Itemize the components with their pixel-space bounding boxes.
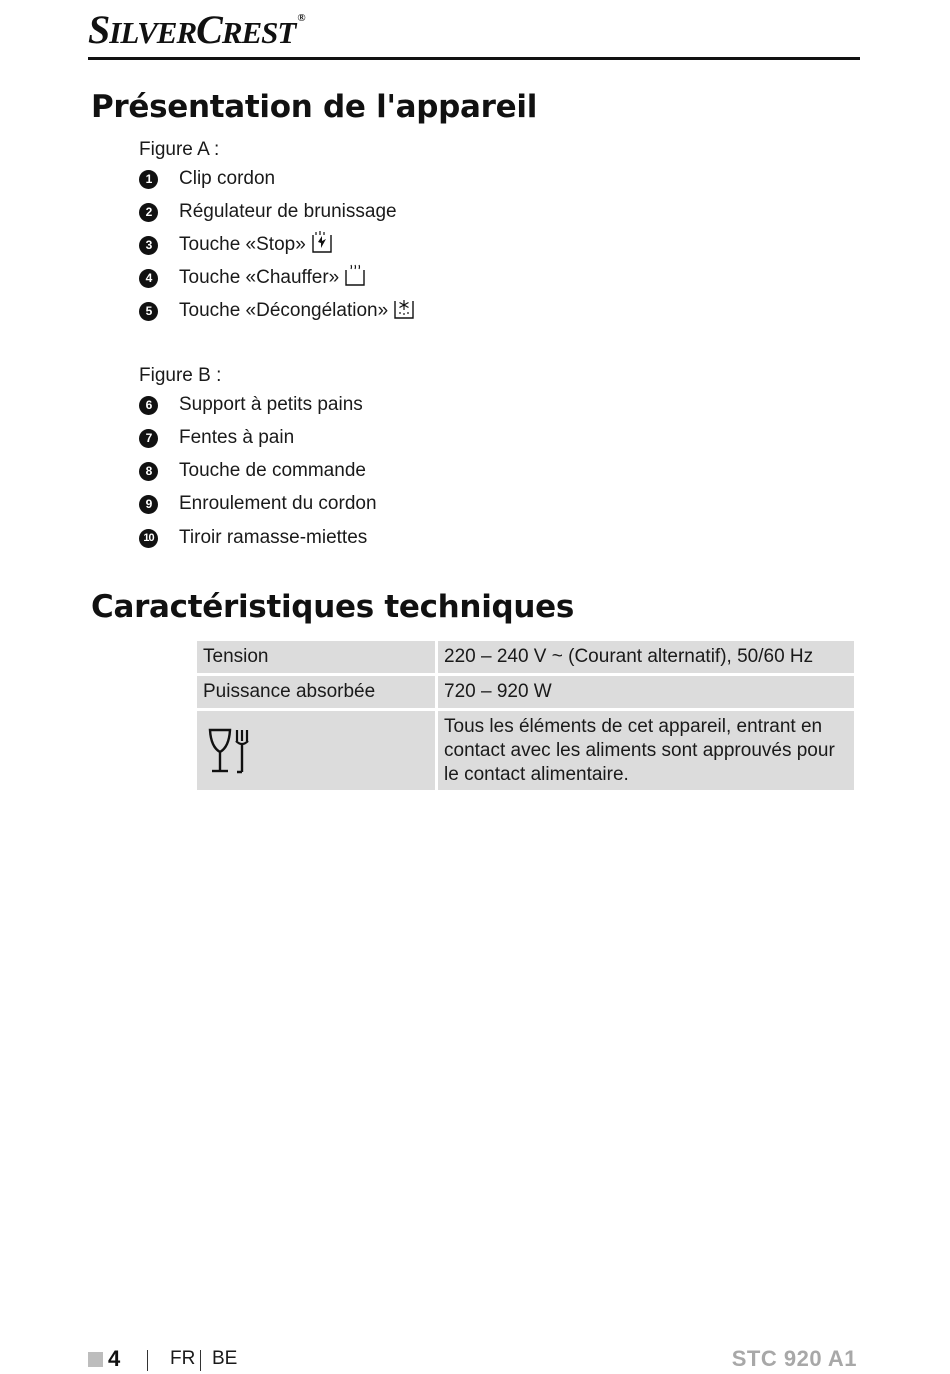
list-item [139, 458, 366, 484]
food-safe-icon [207, 727, 253, 775]
footer-separator [200, 1350, 201, 1371]
defrost-icon [393, 296, 415, 320]
spec-value: Tous les éléments de cet appareil, entrant en contact avec les aliments sont approuvés pour le contact alimentaire. [437, 710, 856, 792]
reheat-icon [344, 263, 366, 287]
spec-label: Puissance absorbée [196, 675, 437, 710]
footer-separator [147, 1350, 148, 1371]
spec-label: Tension [196, 640, 437, 675]
item-number: 8 [139, 462, 158, 481]
stop-icon [311, 230, 333, 254]
item-text: Touche «Stop» [179, 234, 306, 255]
table-row [196, 710, 856, 792]
page-marker [88, 1352, 103, 1367]
item-number: 5 [139, 302, 158, 321]
list-item [139, 166, 275, 192]
spec-icon-cell [196, 710, 437, 792]
list-item [139, 392, 363, 418]
spec-value: 720 – 920 W [437, 675, 856, 710]
item-text: Clip cordon [179, 168, 276, 189]
item-number: 10 [139, 529, 158, 548]
page-number: 4 [108, 1346, 121, 1371]
specs-table [194, 638, 857, 793]
item-text: Tiroir ramasse-miettes [179, 527, 368, 548]
list-item [139, 425, 294, 451]
item-number: 6 [139, 396, 158, 415]
item-number: 7 [139, 429, 158, 448]
model-number: STC 920 A1 [731, 1346, 857, 1371]
item-number: 3 [139, 236, 158, 255]
item-text: Fentes à pain [179, 427, 295, 448]
item-text: Régulateur de brunissage [179, 201, 397, 222]
list-item [139, 525, 367, 551]
item-text: Touche «Chauffer» [179, 267, 340, 288]
item-number: 1 [139, 170, 158, 189]
item-text: Touche «Décongélation» [179, 300, 389, 321]
figure-b-label: Figure B : [139, 365, 222, 386]
list-item [139, 298, 415, 324]
item-number: 2 [139, 203, 158, 222]
header-rule [88, 57, 860, 60]
item-text: Enroulement du cordon [179, 493, 377, 514]
item-number: 4 [139, 269, 158, 288]
item-text: Touche de commande [179, 460, 366, 481]
item-text: Support à petits pains [179, 394, 363, 415]
table-row [196, 640, 856, 675]
section-title-specs: Caractéristiques techniques [91, 589, 575, 625]
list-item [139, 491, 377, 517]
list-item [139, 232, 333, 258]
item-number: 9 [139, 495, 158, 514]
footer-lang-fr: FR [170, 1348, 196, 1369]
list-item [139, 199, 397, 225]
figure-a-label: Figure A : [139, 139, 220, 160]
spec-value: 220 – 240 V ~ (Courant alternatif), 50/60 Hz [437, 640, 856, 675]
table-row [196, 675, 856, 710]
section-title-presentation: Présentation de l'appareil [91, 89, 538, 125]
footer-lang-be: BE [212, 1348, 238, 1369]
list-item [139, 265, 366, 291]
brand-logo: SILVERCREST ® [88, 7, 305, 52]
